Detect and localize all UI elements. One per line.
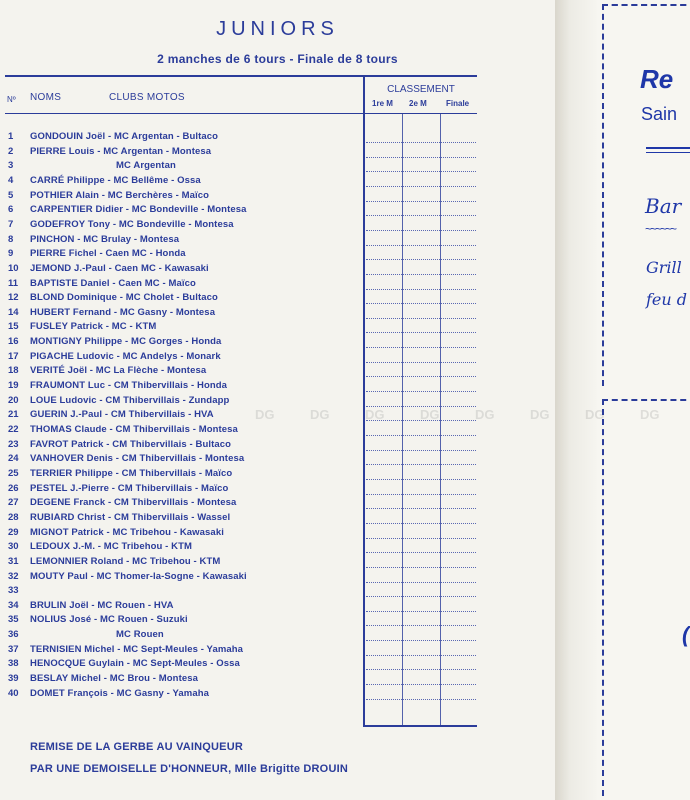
entry-text: NOLIUS José - MC Rouen - Suzuki <box>30 614 188 626</box>
entry-number: 8 <box>8 233 14 245</box>
entry-text: MC Rouen <box>116 629 164 641</box>
entry-text: LOUE Ludovic - CM Thibervillais - Zundapp <box>30 394 230 406</box>
ranking-dotted-line <box>366 537 476 539</box>
entry-number: 16 <box>8 336 19 348</box>
entry-row <box>0 262 360 277</box>
ranking-dotted-line <box>366 361 476 363</box>
ranking-dotted-line <box>366 331 476 333</box>
entry-text: POTHIER Alain - MC Berchères - Maïco <box>30 189 210 201</box>
finale-header: Finale <box>446 99 470 108</box>
entry-row <box>0 613 360 628</box>
manche2-header: 2e M <box>409 99 427 108</box>
watermark-mark: DG <box>585 407 605 422</box>
ad-wave: ~~~~~~ <box>645 222 676 236</box>
entry-text: RUBIARD Christ - CM Thibervillais - Wassel <box>30 511 231 523</box>
entry-number: 3 <box>8 160 14 172</box>
col-clubs-header: CLUBS MOTOS <box>109 92 185 103</box>
entry-text: PIERRE Louis - MC Argentan - Montesa <box>30 145 212 157</box>
entry-row <box>0 364 360 379</box>
ranking-dotted-line <box>366 375 476 377</box>
entry-text: GONDOUIN Joël - MC Argentan - Bultaco <box>30 131 219 142</box>
entry-text: GODEFROY Tony - MC Bondeville - Montesa <box>30 218 234 230</box>
ranking-dotted-line <box>366 346 476 348</box>
entry-text: PIGACHE Ludovic - MC Andelys - Monark <box>30 350 221 362</box>
watermark-mark: DG <box>255 407 275 422</box>
entry-text: PESTEL J.-Pierre - CM Thibervillais - Maïco <box>30 482 229 494</box>
entry-text: BLOND Dominique - MC Cholet - Bultaco <box>30 292 218 304</box>
ranking-dotted-line <box>366 200 476 202</box>
ranking-dotted-line <box>366 214 476 216</box>
entry-number: 2 <box>8 145 14 157</box>
entry-row <box>0 526 360 541</box>
ranking-dotted-line <box>366 566 476 568</box>
entry-text: LEMONNIER Roland - MC Tribehou - KTM <box>30 555 221 567</box>
ranking-dotted-line <box>366 683 476 685</box>
entry-text: CARRÉ Philippe - MC Bellême - Ossa <box>30 174 201 186</box>
entry-text: GUERIN J.-Paul - CM Thibervillais - HVA <box>30 409 214 421</box>
entry-number: 25 <box>8 467 19 479</box>
entry-row <box>0 247 360 262</box>
col-number-header: Nº <box>7 95 16 104</box>
entry-text: PIERRE Fichel - Caen MC - Honda <box>30 248 186 260</box>
entry-number: 10 <box>8 262 19 274</box>
ad-heading: Re <box>640 64 674 94</box>
entry-number: 9 <box>8 248 14 260</box>
entry-row <box>0 570 360 585</box>
entry-number: 39 <box>8 673 19 685</box>
ranking-dotted-line <box>366 668 476 670</box>
entry-number: 29 <box>8 526 19 538</box>
entry-row <box>0 628 360 643</box>
ranking-dotted-line <box>366 449 476 451</box>
watermark-mark: DG <box>530 407 550 422</box>
ranking-dotted-line <box>366 624 476 626</box>
ranking-dotted-line <box>366 141 476 143</box>
ranking-dotted-line <box>366 229 476 231</box>
entry-row <box>0 130 360 145</box>
entry-row <box>0 452 360 467</box>
entry-number: 33 <box>8 585 19 597</box>
entry-text: BAPTISTE Daniel - Caen MC - Maïco <box>30 277 196 289</box>
entry-text: THOMAS Claude - CM Thibervillais - Montesa <box>30 424 238 435</box>
ranking-dotted-line <box>366 595 476 597</box>
entry-number: 24 <box>8 453 19 465</box>
entry-number: 34 <box>8 599 19 611</box>
entry-row <box>0 511 360 526</box>
entry-row <box>0 555 360 570</box>
entry-row <box>0 335 360 350</box>
entry-number: 23 <box>8 438 19 450</box>
column-header-rule <box>5 113 477 114</box>
entry-number: 35 <box>8 614 19 626</box>
entry-number: 15 <box>8 321 19 333</box>
entry-row <box>0 643 360 658</box>
entry-text: DOMET François - MC Gasny - Yamaha <box>30 687 210 699</box>
entry-text: HUBERT Fernand - MC Gasny - Montesa <box>30 306 216 318</box>
entry-row <box>0 482 360 497</box>
entry-row <box>0 306 360 321</box>
entry-text: FAVROT Patrick - CM Thibervillais - Bultaco <box>30 438 232 450</box>
entry-row <box>0 203 360 218</box>
entry-number: 19 <box>8 380 19 392</box>
ranking-dotted-line <box>366 273 476 275</box>
ad-feu-text: feu d <box>646 290 688 309</box>
ad-subheading: Sain <box>641 104 678 124</box>
entry-row <box>0 599 360 614</box>
entry-text: MC Argentan <box>116 160 176 172</box>
entry-row <box>0 320 360 335</box>
entry-row <box>0 584 360 599</box>
entry-text: MOUTY Paul - MC Thomer-la-Sogne - Kawasaki <box>30 570 247 582</box>
entry-number: 27 <box>8 497 19 509</box>
entry-row <box>0 159 360 174</box>
ranking-dotted-line <box>366 244 476 246</box>
entry-text: VERITÉ Joël - MC La Flèche - Montesa <box>30 365 207 377</box>
watermark-mark: DG <box>475 407 495 422</box>
ranking-dotted-line <box>366 434 476 436</box>
ranking-dotted-line <box>366 493 476 495</box>
ranking-dotted-line <box>366 551 476 553</box>
entry-number: 12 <box>8 292 19 304</box>
entry-number: 22 <box>8 424 19 435</box>
ad-bar-text: Bar <box>645 194 682 218</box>
deco-border-frame-2 <box>602 399 690 796</box>
entry-text: PINCHON - MC Brulay - Montesa <box>30 233 180 245</box>
col-names-header: NOMS <box>30 92 62 103</box>
footer-line-1: REMISE DE LA GERBE AU VAINQUEUR <box>30 741 243 753</box>
entry-number: 36 <box>8 629 19 641</box>
footer-line-2: PAR UNE DEMOISELLE D'HONNEUR, Mlle Brigitte DROUIN <box>30 763 348 775</box>
watermark-mark: DG <box>640 407 660 422</box>
ranking-dotted-line <box>366 639 476 641</box>
ranking-dotted-line <box>366 463 476 465</box>
ranking-dotted-line <box>366 302 476 304</box>
entry-row <box>0 350 360 365</box>
ranking-dotted-line <box>366 288 476 290</box>
ranking-dotted-line <box>366 156 476 158</box>
entry-number: 5 <box>8 189 14 201</box>
entry-row <box>0 277 360 292</box>
entry-text: MIGNOT Patrick - MC Tribehou - Kawasaki <box>30 526 224 538</box>
entry-row <box>0 540 360 555</box>
entry-row <box>0 233 360 248</box>
entry-number: 6 <box>8 204 14 216</box>
race-format: 2 manches de 6 tours - Finale de 8 tours <box>157 52 398 66</box>
ad-rule-2 <box>646 152 690 153</box>
ranking-header: CLASSEMENT <box>387 84 455 95</box>
entry-row <box>0 145 360 160</box>
entry-row <box>0 189 360 204</box>
entry-text: CARPENTIER Didier - MC Bondeville - Montesa <box>30 204 247 216</box>
entry-text: VANHOVER Denis - CM Thibervillais - Montesa <box>30 453 245 465</box>
watermark-mark: DG <box>365 407 385 422</box>
entry-number: 38 <box>8 658 19 670</box>
entry-number: 31 <box>8 555 19 567</box>
entry-row <box>0 496 360 511</box>
ranking-dotted-line <box>366 317 476 319</box>
ranking-bottom-rule <box>363 725 477 727</box>
ad-grill-text: Grill <box>646 258 682 277</box>
entry-number: 7 <box>8 218 14 230</box>
entry-row <box>0 687 360 702</box>
ranking-dotted-line <box>366 170 476 172</box>
entry-row <box>0 218 360 233</box>
entry-number: 4 <box>8 174 14 186</box>
entry-text: FUSLEY Patrick - MC - KTM <box>30 321 157 333</box>
ranking-dotted-line <box>366 478 476 480</box>
entry-number: 28 <box>8 511 19 523</box>
ranking-dotted-line <box>366 522 476 524</box>
entry-text: MONTIGNY Philippe - MC Gorges - Honda <box>30 336 222 348</box>
entry-row <box>0 438 360 453</box>
entry-row <box>0 657 360 672</box>
watermark-mark: DG <box>310 407 330 422</box>
ranking-dotted-line <box>366 185 476 187</box>
entry-text: DEGENE Franck - CM Thibervillais - Montesa <box>30 497 237 509</box>
ranking-dotted-line <box>366 654 476 656</box>
manche1-header: 1re M <box>372 99 393 108</box>
entry-text: TERNISIEN Michel - MC Sept-Meules - Yamaha <box>30 643 244 655</box>
entry-number: 20 <box>8 394 19 406</box>
page-title: JUNIORS <box>216 18 339 40</box>
entry-number: 40 <box>8 687 19 699</box>
entry-text: BESLAY Michel - MC Brou - Montesa <box>30 673 198 685</box>
entry-number: 26 <box>8 482 19 494</box>
entry-number: 18 <box>8 365 19 377</box>
entry-text: BRULIN Joël - MC Rouen - HVA <box>30 599 174 611</box>
entry-text: JEMOND J.-Paul - Caen MC - Kawasaki <box>30 262 209 274</box>
entry-row <box>0 672 360 687</box>
ranking-dotted-line <box>366 258 476 260</box>
watermark-mark: DG <box>420 407 440 422</box>
ad-rule <box>646 147 690 149</box>
ranking-dotted-line <box>366 581 476 583</box>
entry-number: 37 <box>8 643 19 655</box>
entry-number: 1 <box>8 131 14 142</box>
entry-number: 17 <box>8 350 19 362</box>
entry-text: HENOCQUE Guylain - MC Sept-Meules - Ossa <box>30 658 240 670</box>
ranking-dotted-line <box>366 610 476 612</box>
entry-text: LEDOUX J.-M. - MC Tribehou - KTM <box>30 541 193 553</box>
entry-text: TERRIER Philippe - CM Thibervillais - Maïco <box>30 467 233 479</box>
entry-number: 30 <box>8 541 19 553</box>
ranking-dotted-line <box>366 507 476 509</box>
entry-number: 32 <box>8 570 19 582</box>
entry-number: 11 <box>8 277 19 289</box>
entry-number: 14 <box>8 306 19 318</box>
entry-number: 21 <box>8 409 19 421</box>
ranking-dotted-line <box>366 698 476 700</box>
entry-row <box>0 174 360 189</box>
ad-mark: ( <box>682 622 690 647</box>
entry-text: FRAUMONT Luc - CM Thibervillais - Honda <box>30 380 228 392</box>
entry-row <box>0 467 360 482</box>
entry-row <box>0 291 360 306</box>
